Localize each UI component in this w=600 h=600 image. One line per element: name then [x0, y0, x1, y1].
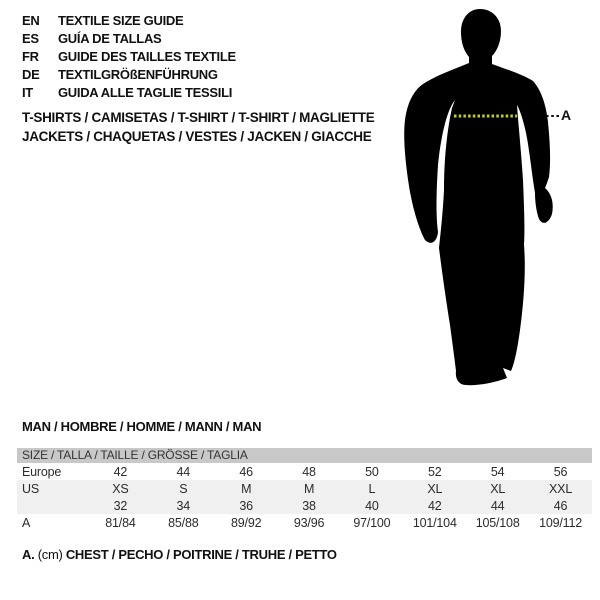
size-table-cell: 46 [553, 498, 568, 513]
footnote-prefix: A. [22, 547, 35, 562]
size-table-cell: 48 [302, 464, 316, 479]
language-title: GUIDA ALLE TAGLIE TESSILI [58, 85, 233, 100]
size-table-cell: 44 [490, 498, 505, 513]
language-code: FR [22, 49, 39, 64]
size-table-cell: 97/100 [353, 515, 391, 530]
size-table-cell: XXL [549, 481, 573, 496]
size-table-row-label: Europe [22, 464, 62, 479]
size-table-cell: 89/92 [231, 515, 262, 530]
size-table-cell: 93/96 [293, 515, 325, 530]
size-table-cell: 46 [239, 464, 253, 479]
language-title: TEXTILE SIZE GUIDE [58, 13, 184, 28]
size-table [17, 448, 592, 531]
size-table-cell: 38 [302, 498, 316, 513]
language-title: GUIDE DES TAILLES TEXTILE [58, 49, 236, 64]
size-table-cell: L [368, 481, 376, 496]
size-table-cell: 105/108 [475, 515, 520, 530]
section-title-man: MAN / HOMBRE / HOMME / MANN / MAN [22, 419, 262, 434]
size-table-cell: XS [112, 481, 129, 496]
man-silhouette-path [404, 9, 553, 385]
size-table-cell: 50 [365, 464, 379, 479]
size-table-row [17, 497, 592, 514]
size-table-row-label [17, 497, 89, 514]
size-table-cell: M [303, 481, 315, 496]
size-table-cell: 32 [113, 498, 128, 513]
size-table-cell: 34 [176, 498, 191, 513]
size-table-cell: 56 [553, 464, 568, 479]
category-line-1: T-SHIRTS / CAMISETAS / T-SHIRT / T-SHIRT / MAGLIETTE [22, 110, 375, 125]
measurement-footnote [22, 547, 337, 562]
language-code: ES [22, 31, 39, 46]
size-table-cell: 42 [428, 498, 442, 513]
size-table-cell: XL [490, 481, 506, 496]
size-table-cell: 42 [113, 464, 128, 479]
size-table-row [17, 480, 592, 497]
language-code: IT [22, 85, 33, 100]
size-table-row-label: US [22, 481, 39, 496]
measure-label-a: A [561, 107, 572, 123]
size-table-cell: 109/112 [539, 515, 582, 530]
size-table-cell: 40 [365, 498, 379, 513]
size-table-cell: 44 [176, 464, 191, 479]
footnote-text: CHEST / PECHO / POITRINE / TRUHE / PETTO [65, 547, 337, 562]
language-title: TEXTILGRÖßENFÜHRUNG [58, 67, 218, 82]
category-line-2: JACKETS / CHAQUETAS / VESTES / JACKEN / GIACCHE [22, 129, 372, 144]
size-table-cell: 52 [428, 464, 442, 479]
size-table-header: SIZE / TALLA / TAILLE / GRÖSSE / TAGLIA [17, 448, 592, 463]
size-table-cell: 36 [239, 498, 253, 513]
size-table-row [17, 463, 592, 480]
language-title: GUÍA DE TALLAS [58, 31, 162, 46]
size-table-cell: M [241, 481, 252, 496]
size-table-cell: 54 [490, 464, 505, 479]
size-table-cell: XL [427, 481, 443, 496]
size-table-cell: 85/88 [168, 515, 199, 530]
language-code: EN [22, 13, 40, 28]
language-code: DE [22, 67, 40, 82]
size-table-cell: 81/84 [105, 515, 136, 530]
size-table-cell: 101/104 [412, 515, 457, 530]
footnote-unit: (cm) [37, 547, 63, 562]
size-table-cell: S [179, 481, 188, 496]
size-table-row-label: A [22, 515, 31, 530]
size-table-row [17, 514, 592, 531]
